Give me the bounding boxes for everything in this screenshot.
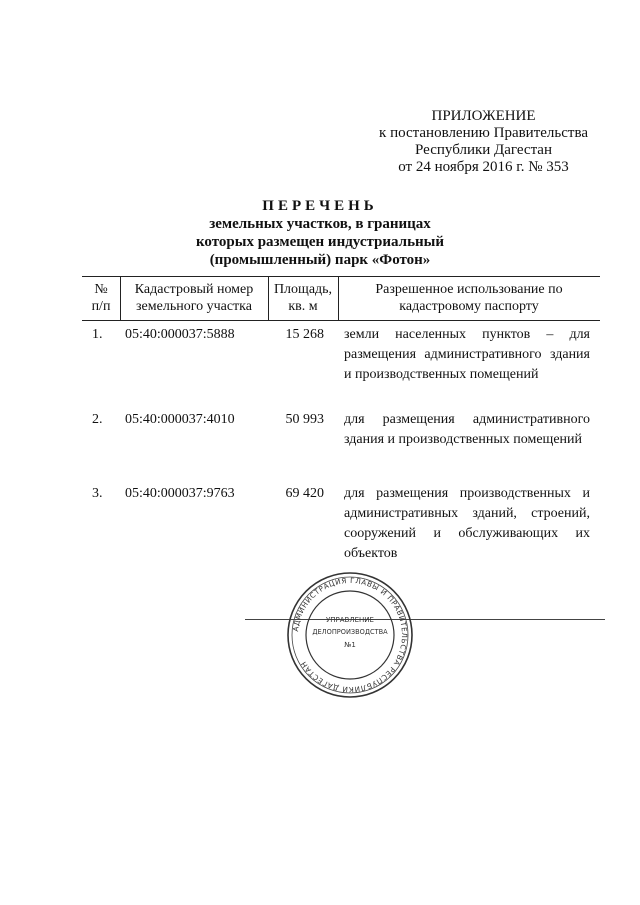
appendix-line-3: от 24 ноября 2016 г. № 353 <box>398 159 569 175</box>
plot-area: 50 993 <box>285 412 324 427</box>
header-cadastral <box>120 281 268 315</box>
header-cadastral-line-2: земельного участка <box>136 299 252 314</box>
document-title: ПЕРЕЧЕНЬ <box>262 198 378 214</box>
cadastral-number: 05:40:000037:4010 <box>125 412 235 427</box>
cadastral-number: 05:40:000037:5888 <box>125 327 235 342</box>
header-number <box>82 281 120 315</box>
row-number: 2. <box>92 412 103 427</box>
permitted-use: для размещения производственных и административных зданий, строений, сооружений и обслуживающих их объектов <box>344 486 590 561</box>
header-number-line-2: п/п <box>91 299 111 314</box>
heading-line-3: (промышленный) парк «Фотон» <box>209 252 431 268</box>
header-permitted-use <box>338 281 600 315</box>
row-number: 3. <box>92 486 103 501</box>
plot-area: 69 420 <box>285 486 324 501</box>
plot-area: 15 268 <box>285 327 324 342</box>
header-area <box>268 281 338 315</box>
row-number: 1. <box>92 327 103 342</box>
header-use-line-1: Разрешенное использование по <box>375 282 563 297</box>
seal-line-3: №1 <box>344 641 356 649</box>
cadastral-number: 05:40:000037:9763 <box>125 486 235 501</box>
official-seal <box>285 570 415 700</box>
heading-line-1: земельных участков, в границах <box>209 216 431 232</box>
header-number-line-1: № <box>94 282 108 297</box>
appendix-title: ПРИЛОЖЕНИЕ <box>431 108 536 124</box>
seal-outer-text: АДМИНИСТРАЦИЯ ГЛАВЫ И ПРАВИТЕЛЬСТВА РЕСПУБЛИКИ ДАГЕСТАН <box>291 575 410 695</box>
table-top-rule <box>82 276 600 277</box>
appendix-line-1: к постановлению Правительства <box>379 125 588 141</box>
seal-graphic <box>285 570 415 700</box>
heading-line-2: которых размещен индустриальный <box>195 234 445 250</box>
header-cadastral-line-1: Кадастровый номер <box>134 282 254 297</box>
appendix-block <box>379 108 588 176</box>
header-area-line-1: Площадь, <box>273 282 333 297</box>
seal-line-1: УПРАВЛЕНИЕ <box>326 616 374 624</box>
permitted-use: земли населенных пунктов – для размещения административного здания и производственных помещений <box>344 327 590 382</box>
appendix-line-2: Республики Дагестан <box>415 142 552 158</box>
permitted-use: для размещения административного здания и производственных помещений <box>344 412 590 447</box>
header-use-line-2: кадастровому паспорту <box>399 299 539 314</box>
seal-line-2: ДЕЛОПРОИЗВОДСТВА <box>312 628 388 636</box>
document-heading <box>0 197 640 269</box>
table-header-rule <box>82 320 600 321</box>
header-area-line-2: кв. м <box>288 299 318 314</box>
